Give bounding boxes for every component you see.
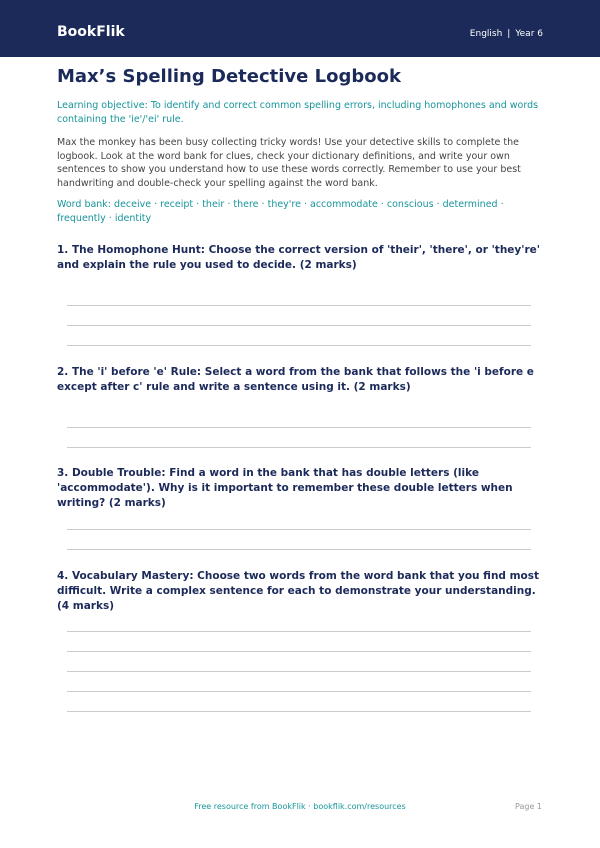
- word-bank: Word bank: deceive · receipt · their · there · they're · accommodate · conscious · determined · frequently · identity: [57, 199, 504, 224]
- header-meta: [470, 27, 543, 41]
- page-header: [0, 0, 600, 57]
- answer-line[interactable]: [67, 631, 531, 632]
- intro-paragraph: Max the monkey has been busy collecting tricky words! Use your detective skills to complete the logbook. Look at the word bank for clues, check your dictionary definitions, and write your own sentences to show you understand how to use these words correctly. Remember to use your best handwriting and double-check your spelling against the word bank.: [57, 137, 521, 189]
- page-title: Max’s Spelling Detective Logbook: [57, 66, 401, 87]
- answer-line[interactable]: [67, 691, 531, 692]
- meta-separator: |: [507, 29, 511, 39]
- question-2: 2. The 'i' before 'e' Rule: Select a word from the bank that follows the 'i before e except after c' rule and write a sentence using it. (2 marks): [57, 366, 534, 393]
- answer-line[interactable]: [67, 325, 531, 326]
- answer-line[interactable]: [67, 549, 531, 550]
- answer-line[interactable]: [67, 305, 531, 306]
- answer-line[interactable]: [67, 711, 531, 712]
- subject-label: English: [469, 29, 503, 39]
- learning-objective: Learning objective: To identify and correct common spelling errors, including homophones and words containing the 'ie'/'ei' rule.: [57, 100, 539, 125]
- answer-line[interactable]: [67, 447, 531, 448]
- brand-logo: BookFlik: [57, 24, 125, 40]
- answer-line[interactable]: [67, 671, 531, 672]
- page-number: Page 1: [515, 802, 542, 811]
- footer-resource[interactable]: Free resource from BookFlik · bookflik.com/resources: [194, 802, 406, 811]
- answer-line[interactable]: [67, 427, 531, 428]
- question-4: 4. Vocabulary Mastery: Choose two words from the word bank that you find most difficult. Write a complex sentence for each to demonstrate your understanding. (4 marks): [57, 570, 540, 612]
- question-1: 1. The Homophone Hunt: Choose the correct version of 'their', 'there', or 'they're' and explain the rule you used to decide. (2 marks): [57, 244, 540, 271]
- answer-line[interactable]: [67, 345, 531, 346]
- question-3: 3. Double Trouble: Find a word in the bank that has double letters (like 'accommodate'). Why is it important to remember these double letters when writing? (2 marks): [57, 467, 513, 509]
- answer-line[interactable]: [67, 651, 531, 652]
- year-label: Year 6: [515, 29, 543, 39]
- answer-line[interactable]: [67, 529, 531, 530]
